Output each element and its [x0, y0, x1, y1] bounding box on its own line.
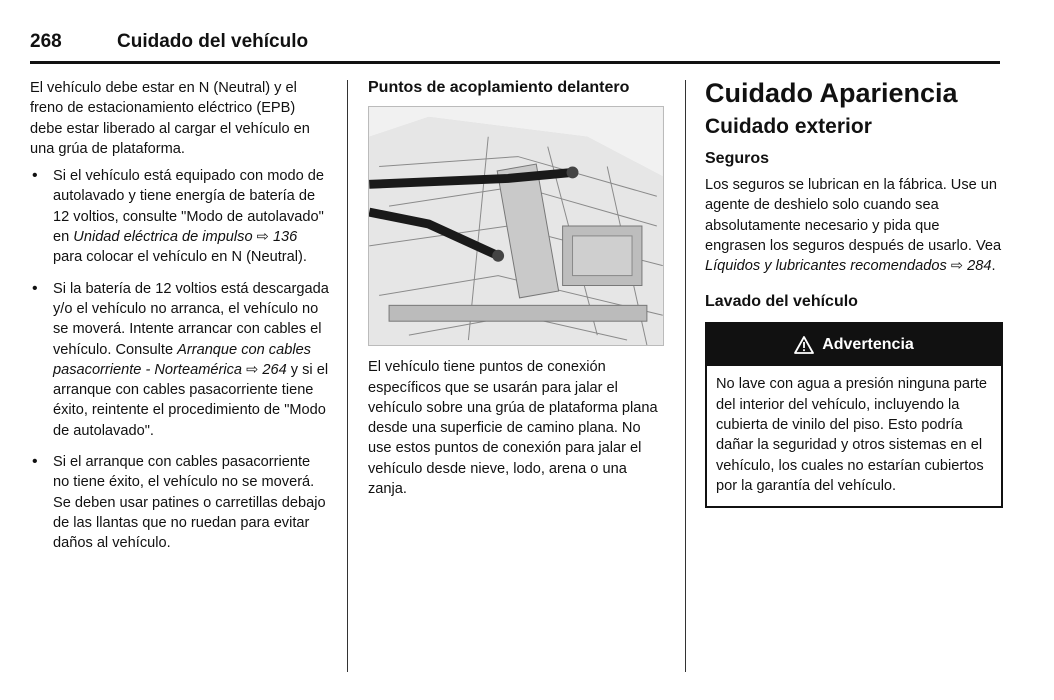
column-right — [705, 78, 1003, 508]
front-tow-points-heading: Puntos de acoplamiento delantero — [368, 79, 630, 96]
locks-page-ref[interactable]: 284 — [967, 258, 992, 275]
warning-triangle-icon — [794, 336, 814, 354]
warning-box — [705, 322, 1003, 508]
column-divider-left — [347, 80, 348, 672]
bullet-jumpstart-fail — [30, 452, 330, 553]
page-number: 268 — [30, 31, 62, 52]
bullet3-text: Si el arranque con cables pasacorriente no tiene éxito, el vehículo no se moverá. Se deben usar patines o carretillas debajo de las llantas que no ruedan para evitar daños al vehículo. — [53, 454, 326, 552]
bullet1-page-ref[interactable]: 136 — [272, 229, 298, 246]
tow-points-caption: El vehículo tiene puntos de conexión específicos que se usarán para jalar el vehículo sobre una grúa de plataforma plana desde una superficie de camino plana. No use estos puntos de conexión para jalar el vehículo desde nieve, lodo, arena o una zanja. — [368, 359, 658, 498]
running-header-title: Cuidado del vehículo — [117, 31, 309, 52]
bullet2-text-b: y si el arranque con cables pasacorriente tiene éxito, reintente el procedimiento de "Modo de autolavado". — [53, 361, 329, 439]
bullet1-ref-link[interactable]: Unidad eléctrica de impulso — [73, 229, 253, 246]
locks-ref-link[interactable]: Líquidos y lubricantes recomendados — [705, 258, 947, 275]
page-ref-arrow-icon: ⇨ — [246, 361, 259, 378]
locks-text: Los seguros se lubrican en la fábrica. Use un agente de deshielo solo cuando sea absolutamente necesario y pida que engrasen los seguros después de usarlo. Vea — [705, 177, 1002, 254]
header-rule — [30, 61, 1000, 64]
bullet1-text-b: para colocar el vehículo en N (Neutral). — [53, 249, 307, 266]
locks-end: . — [991, 258, 996, 275]
bullet-list — [30, 166, 330, 553]
bullet2-ref-link[interactable]: Arranque con cables pasacorriente - Norteamérica — [53, 341, 311, 378]
car-wash-heading: Lavado del vehículo — [705, 293, 858, 311]
intro-paragraph: El vehículo debe estar en N (Neutral) y el freno de estacionamiento eléctrico (EPB) debe estar liberado al cargar el vehículo en una grúa de plataforma. — [30, 80, 310, 157]
page-ref-arrow-icon: ⇨ — [950, 258, 964, 275]
bullet2-text-a: Si la batería de 12 voltios está descargada y/o el vehículo no arranca, el vehículo no se moverá. Intente arrancar con cables el vehículo. Consulte — [53, 280, 329, 358]
bullet2-page-ref[interactable]: 264 — [262, 361, 287, 378]
page-ref-arrow-icon: ⇨ — [256, 229, 269, 246]
warning-title: Advertencia — [822, 336, 914, 354]
bullet-autowash — [30, 166, 330, 267]
appearance-care-title: Cuidado Apariencia — [705, 78, 958, 108]
locks-heading: Seguros — [705, 150, 770, 167]
column-divider-right — [685, 80, 686, 672]
column-middle — [368, 78, 664, 499]
locks-paragraph — [705, 175, 1003, 276]
tow-points-illustration — [368, 106, 664, 346]
warning-header — [707, 324, 1001, 366]
warning-text: No lave con agua a presión ninguna parte del interior del vehículo, incluyendo la cubierta de vinilo del piso. Esto podría dañar la seguridad y otros sistemas en el vehículo, los cuales no estarían cubiertos por la garantía del vehículo. — [716, 376, 987, 494]
column-left — [30, 78, 330, 565]
bullet1-text-a: Si el vehículo está equipado con modo de autolavado y tiene energía de batería de 12 voltios, consulte "Modo de autolavado" en — [53, 168, 324, 246]
exterior-care-heading: Cuidado exterior — [705, 115, 872, 138]
bullet-battery — [30, 279, 330, 441]
